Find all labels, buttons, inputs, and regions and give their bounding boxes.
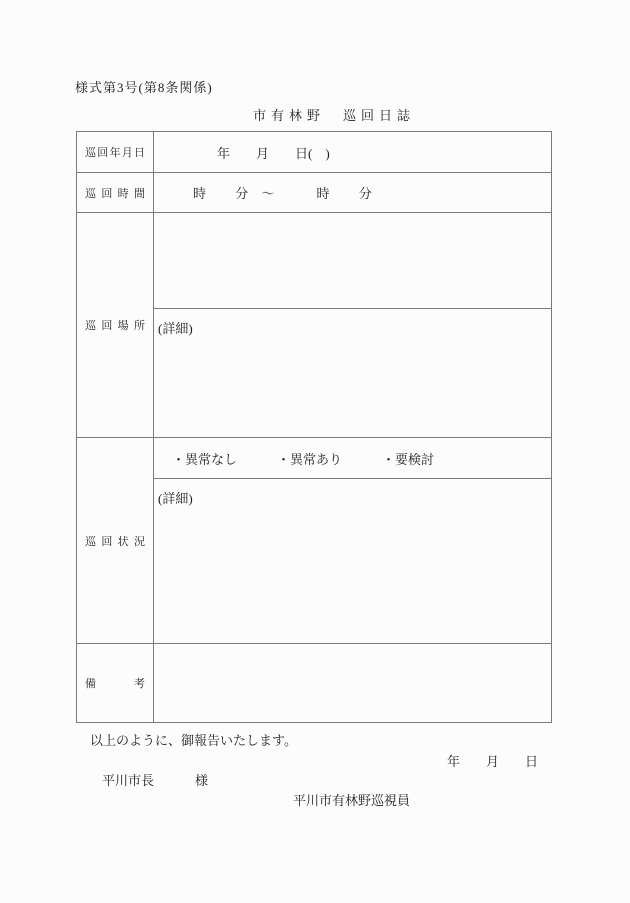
status-option-abnormality: ・異常あり (277, 451, 343, 467)
table-row-remarks (77, 643, 551, 722)
addressee-honorific: 様 (195, 773, 209, 788)
label-cell-patrol-time (77, 173, 154, 212)
patrol-time-template-text: 時 分 ～ 時 分 (193, 186, 372, 201)
patrol-location-label: 巡回場所 (85, 320, 145, 332)
patrol-time-label: 巡回時間 (85, 187, 145, 200)
page-title: 市有林野 巡回日誌 (253, 108, 416, 123)
report-date-line: 年 月 日 (447, 754, 539, 769)
patrol-date-field (154, 132, 551, 172)
table-row-patrol-time (77, 172, 551, 212)
remarks-field (154, 644, 551, 722)
table-row-patrol-status (77, 437, 551, 643)
label-cell-remarks (77, 644, 154, 722)
label-cell-patrol-date (77, 132, 154, 172)
addressee-name: 平川市長 (102, 773, 155, 788)
label-cell-patrol-location (77, 213, 154, 437)
status-option-needs-review: ・要検討 (382, 451, 435, 467)
patrol-status-label: 巡回状況 (85, 535, 145, 548)
patrol-date-label: 巡回年月日 (85, 147, 145, 159)
signer-title: 平川市有林野巡視員 (293, 793, 411, 808)
patrol-location-detail-label: (詳細) (158, 321, 193, 336)
form-number: 様式第3号(第8条関係) (75, 80, 213, 95)
patrol-status-options (154, 438, 551, 479)
addressee-line (102, 770, 208, 789)
patrol-location-summary-field (154, 213, 551, 309)
label-cell-patrol-status (77, 438, 154, 643)
patrol-status-detail-label: (詳細) (158, 491, 193, 506)
patrol-location-fields (154, 213, 551, 437)
patrol-location-detail-field (154, 309, 551, 437)
patrol-date-template-text: 年 月 日( ) (217, 145, 330, 161)
closing-statement: 以上のように、御報告いたします。 (90, 733, 297, 748)
remarks-label: 備考 (85, 678, 145, 690)
patrol-time-field (154, 173, 551, 212)
patrol-status-fields (154, 438, 551, 643)
patrol-table (76, 131, 552, 723)
table-row-patrol-date (77, 132, 551, 172)
status-option-no-abnormality: ・異常なし (172, 451, 238, 467)
patrol-status-detail-field (154, 479, 551, 643)
table-row-patrol-location (77, 212, 551, 437)
